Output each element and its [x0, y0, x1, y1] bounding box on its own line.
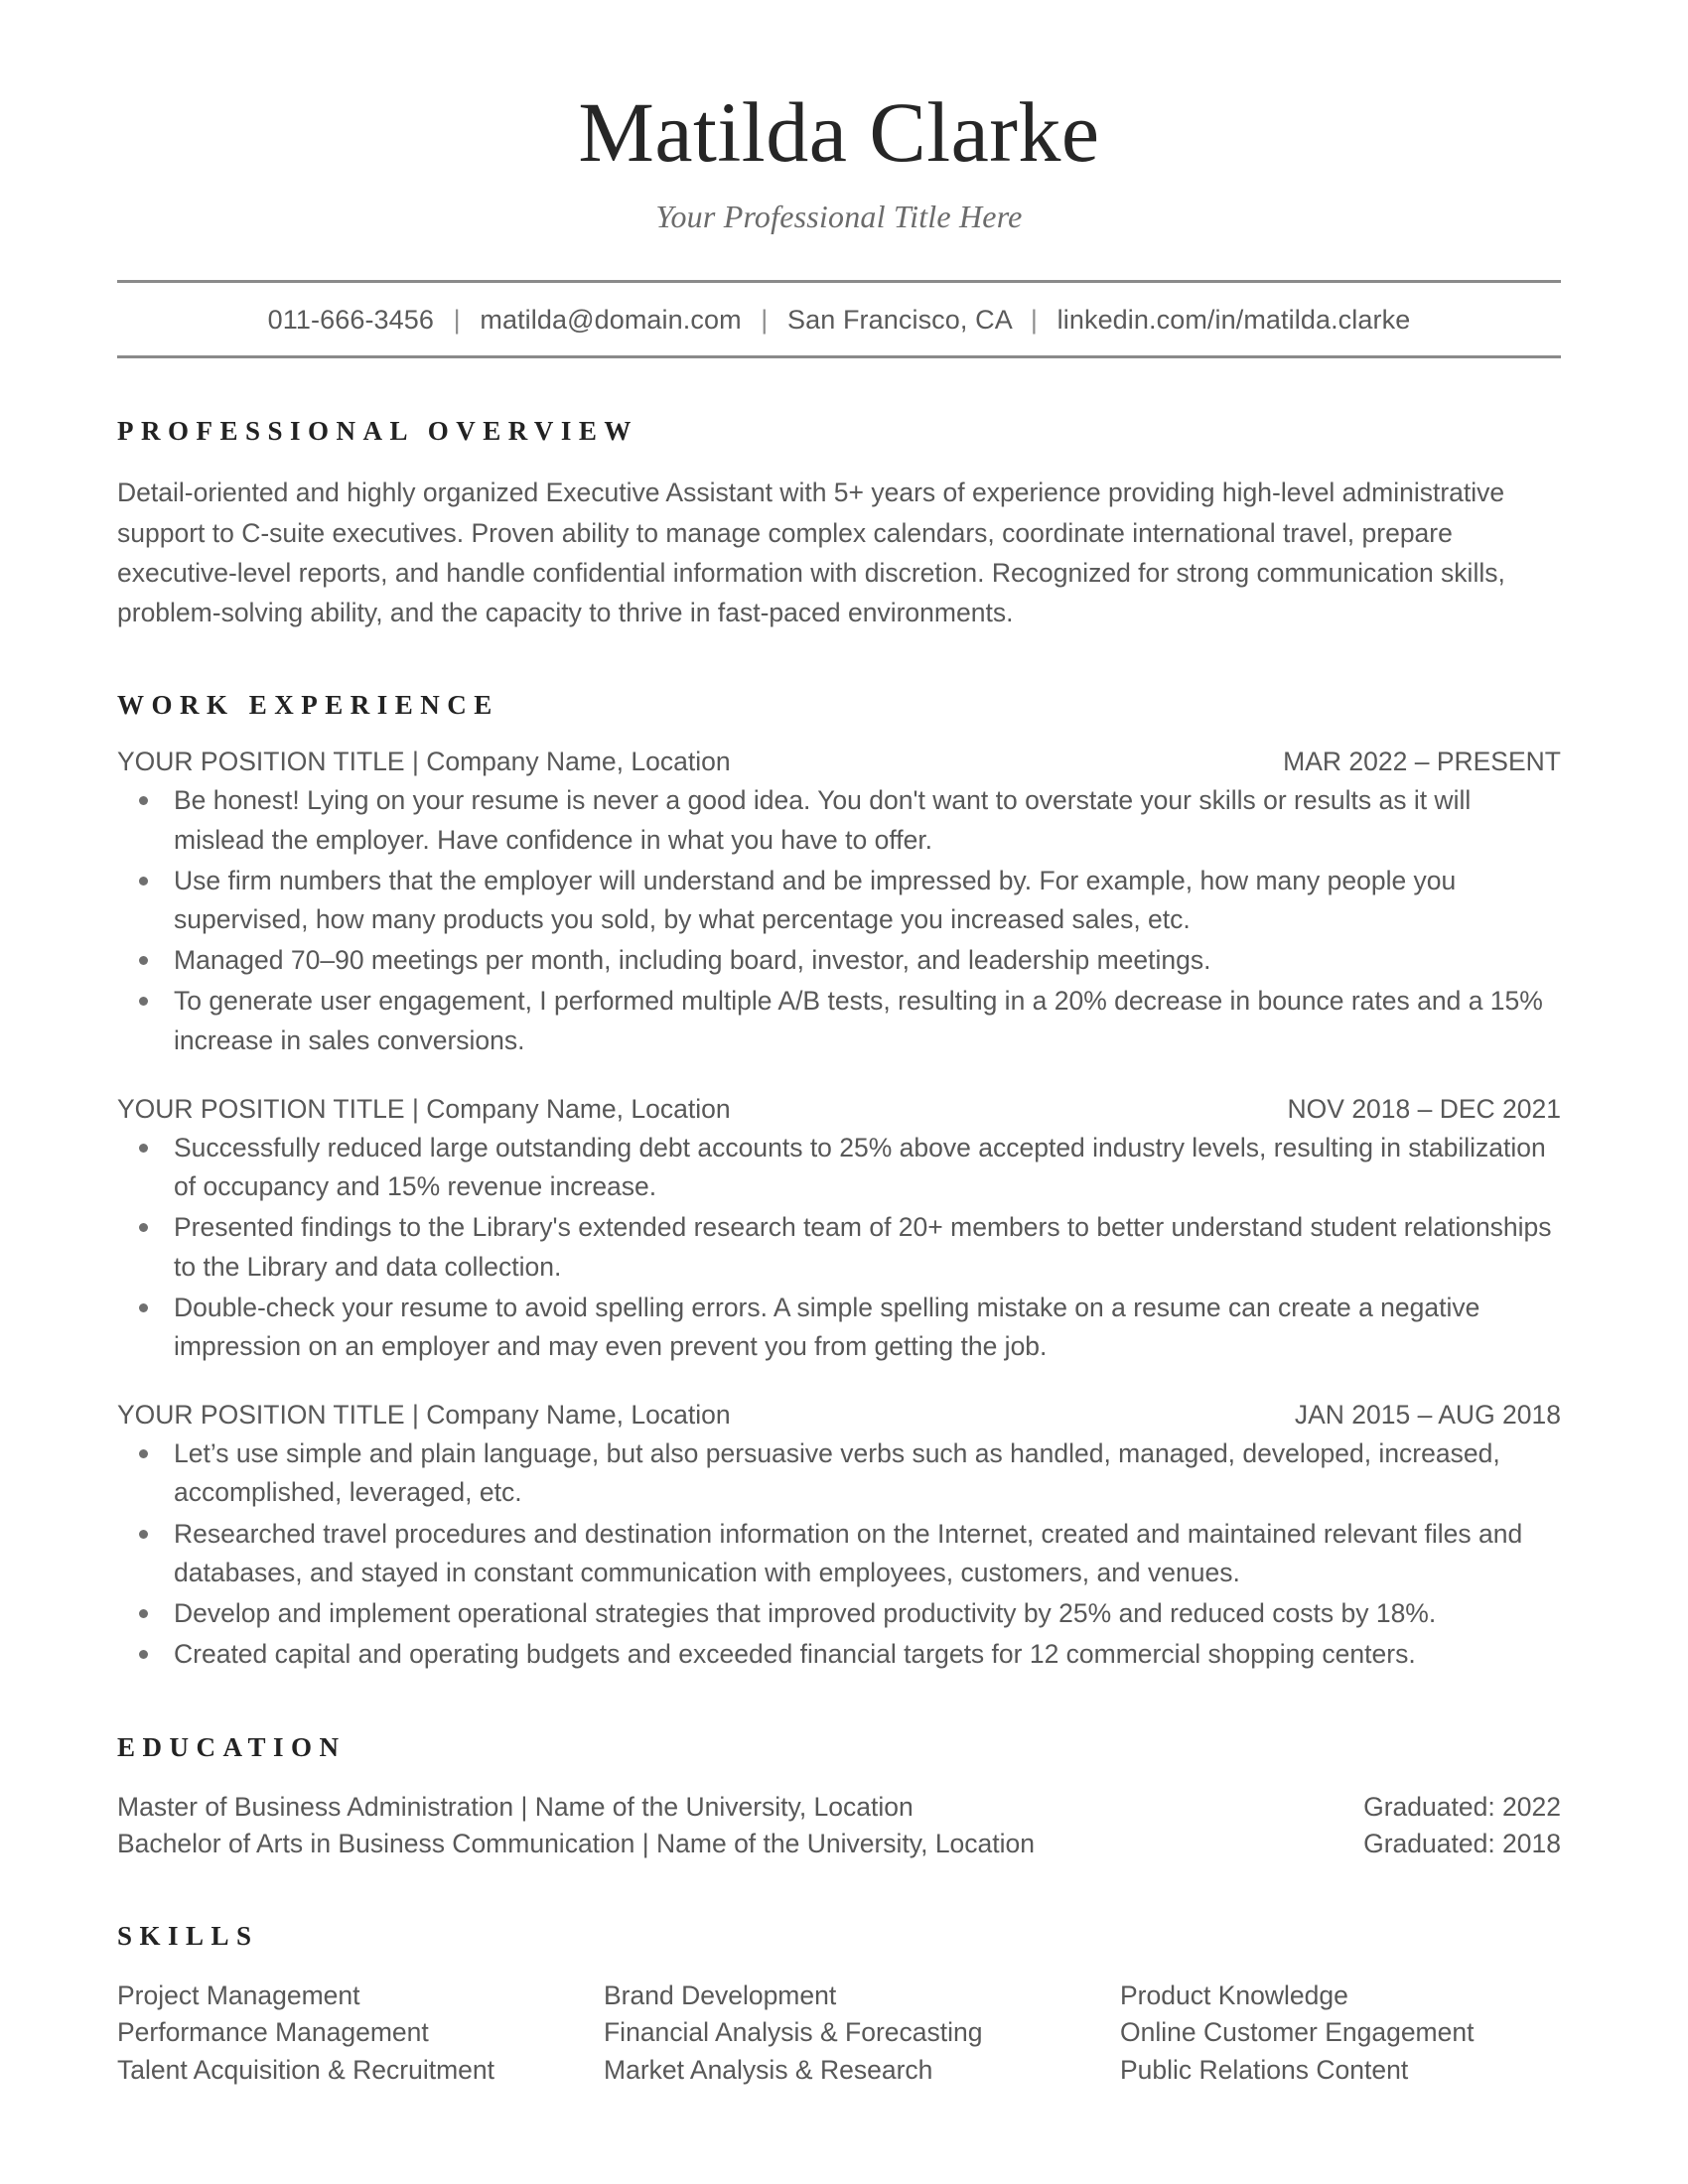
- education-entry: [117, 1826, 1561, 1863]
- job-title: YOUR POSITION TITLE | Company Name, Location: [117, 1400, 731, 1431]
- page-title: Matilda Clarke: [578, 84, 1100, 180]
- job-entry: [117, 1400, 1561, 1674]
- list-item: Successfully reduced large outstanding debt accounts to 25% above accepted industry levels, resulting in stabilization of occupancy and 15% revenue increase.: [117, 1129, 1561, 1206]
- list-item: Let’s use simple and plain language, but also persuasive verbs such as handled, managed, developed, increased, accomplished, leveraged, etc.: [117, 1434, 1561, 1512]
- skills-grid: [117, 1978, 1561, 2090]
- skill-item: Market Analysis & Research: [604, 2055, 933, 2086]
- skill-item: Performance Management: [117, 2017, 429, 2048]
- skill-item: Brand Development: [604, 1979, 837, 2010]
- job-header: [117, 1094, 1561, 1125]
- list-item: Managed 70–90 meetings per month, including board, investor, and leadership meetings.: [117, 941, 1561, 980]
- job-bullet-list: [117, 781, 1561, 1060]
- section-heading-work-experience: WORK EXPERIENCE: [117, 690, 499, 721]
- skill-item: Talent Acquisition & Recruitment: [117, 2055, 495, 2086]
- contact-phone: 011-666-3456: [267, 305, 435, 336]
- job-title: YOUR POSITION TITLE | Company Name, Location: [117, 1093, 731, 1124]
- job-header: [117, 1400, 1561, 1431]
- list-item: Use firm numbers that the employer will understand and be impressed by. For example, how many people you supervised, how many products you sold, by what percentage you increased sales, etc.: [117, 862, 1561, 939]
- contact-separator: |: [453, 305, 461, 336]
- skill-item: Public Relations Content: [1120, 2055, 1409, 2086]
- section-heading-overview: PROFESSIONAL OVERVIEW: [117, 416, 638, 447]
- professional-title: Your Professional Title Here: [655, 199, 1023, 235]
- contact-linkedin: linkedin.com/in/matilda.clarke: [1056, 305, 1411, 336]
- skill-item: Project Management: [117, 1979, 360, 2010]
- skill-item: Online Customer Engagement: [1120, 2017, 1475, 2048]
- list-item: To generate user engagement, I performed multiple A/B tests, resulting in a 20% decrease in bounce rates and a 15% increase in sales conversions.: [117, 982, 1561, 1059]
- education-degree: Master of Business Administration | Name of the University, Location: [117, 1791, 914, 1822]
- job-entry: [117, 1094, 1561, 1366]
- education-entry: [117, 1789, 1561, 1827]
- skill-item: Product Knowledge: [1120, 1979, 1348, 2010]
- list-item: Develop and implement operational strategies that improved productivity by 25% and reduced costs by 18%.: [117, 1594, 1561, 1633]
- contact-email: matilda@domain.com: [480, 305, 742, 336]
- section-heading-education: EDUCATION: [117, 1731, 347, 1762]
- job-title: YOUR POSITION TITLE | Company Name, Location: [117, 747, 731, 777]
- list-item: Double-check your resume to avoid spelling errors. A simple spelling mistake on a resume can create a negative impression on an employer and may even prevent you from getting the job.: [117, 1289, 1561, 1366]
- skill-item: Financial Analysis & Forecasting: [604, 2017, 983, 2048]
- overview-body: Detail-oriented and highly organized Executive Assistant with 5+ years of experience providing high-level administrative support to C-suite executives. Proven ability to manage complex calendars, coordinate international travel, prepare executive-level reports, and handle confidential information with discretion. Recognized for strong communication skills, problem-solving ability, and the capacity to thrive in fast-paced environments.: [117, 478, 1505, 628]
- job-header: [117, 747, 1561, 777]
- job-entry: [117, 747, 1561, 1060]
- contact-location: San Francisco, CA: [787, 305, 1012, 336]
- job-dates: MAR 2022 – PRESENT: [1283, 747, 1561, 777]
- job-bullet-list: [117, 1434, 1561, 1674]
- education-graduated: Graduated: 2022: [1363, 1791, 1561, 1822]
- job-bullet-list: [117, 1129, 1561, 1366]
- resume-content: [117, 0, 1561, 2090]
- list-item: Created capital and operating budgets and exceeded financial targets for 12 commercial shopping centers.: [117, 1635, 1561, 1674]
- list-item: Presented findings to the Library's extended research team of 20+ members to better understand student relationships to the Library and data collection.: [117, 1208, 1561, 1286]
- education-degree: Bachelor of Arts in Business Communication | Name of the University, Location: [117, 1829, 1036, 1859]
- job-dates: NOV 2018 – DEC 2021: [1287, 1093, 1561, 1124]
- job-dates: JAN 2015 – AUG 2018: [1294, 1400, 1561, 1431]
- education-graduated: Graduated: 2018: [1363, 1829, 1561, 1859]
- list-item: Researched travel procedures and destination information on the Internet, created and maintained relevant files and databases, and stayed in constant communication with employees, customers, and venues.: [117, 1515, 1561, 1592]
- contact-separator: |: [761, 305, 769, 336]
- section-heading-skills: SKILLS: [117, 1920, 259, 1951]
- list-item: Be honest! Lying on your resume is never a good idea. You don't want to overstate your skills or results as it will mislead the employer. Have confidence in what you have to offer.: [117, 781, 1561, 859]
- contact-separator: |: [1030, 305, 1039, 336]
- divider-bottom: [117, 355, 1561, 358]
- contact-line: [117, 283, 1561, 355]
